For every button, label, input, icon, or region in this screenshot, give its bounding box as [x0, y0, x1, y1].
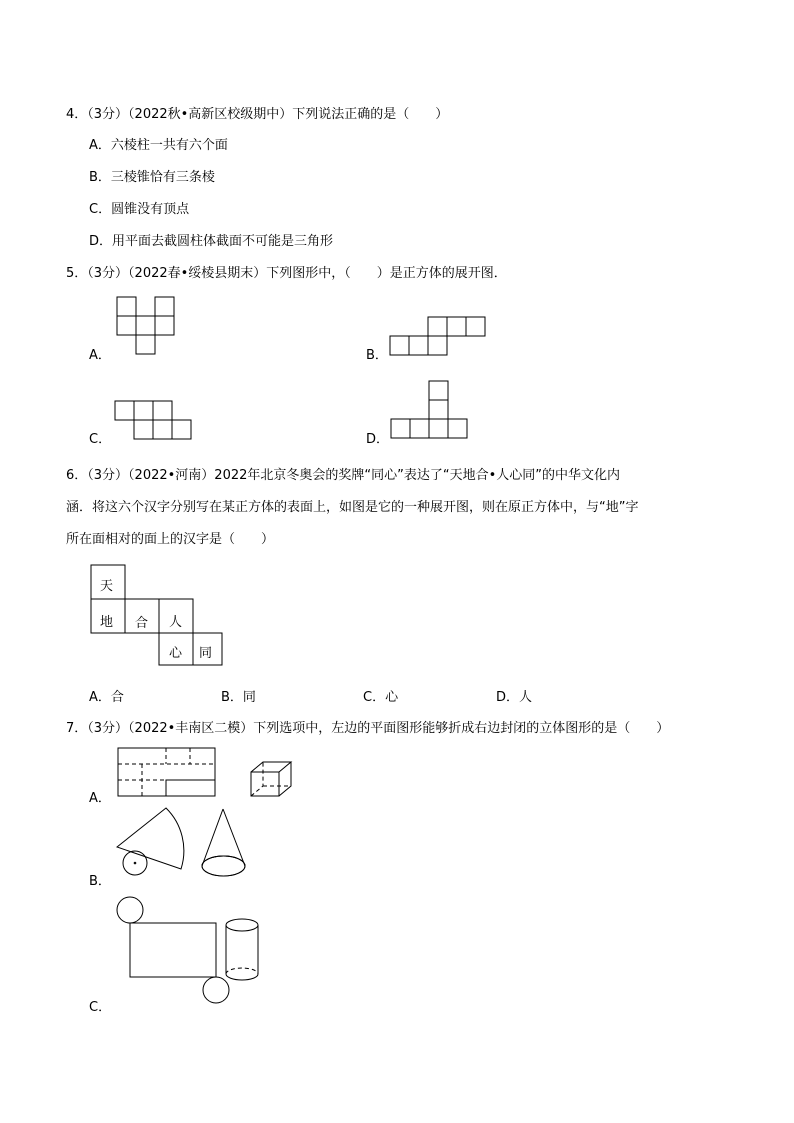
question-4-option-b: B．三棱锥恰有三条棱: [89, 170, 215, 185]
question-6-option-b: B．同: [221, 690, 256, 705]
question-6-option-d: D．人: [496, 690, 533, 705]
question-5-option-b-label: B．: [366, 348, 388, 363]
question-5-option-c-label: C．: [89, 432, 112, 447]
question-7-option-a-label: A．: [89, 791, 111, 806]
question-5-stem: 5．（3分）（2022春•绥棱县期末）下列图形中，（ ）是正方体的展开图．: [66, 266, 507, 281]
question-5-option-a-label: A．: [89, 348, 111, 363]
question-4-option-a: A．六棱柱一共有六个面: [89, 138, 228, 153]
question-7-option-b-label: B．: [89, 874, 111, 889]
net-char-he: 合: [135, 616, 149, 631]
question-5-option-d-label: D．: [366, 432, 390, 447]
question-6-stem-line2: 涵．将这六个汉字分别写在某正方体的表面上，如图是它的一种展开图，则在原正方体中，与“地”字: [66, 500, 639, 515]
question-6-stem-line1: 6．（3分）（2022•河南）2022年北京冬奥会的奖牌“同心”表达了“天地合•人心同”的中华文化内: [66, 468, 620, 483]
net-char-tong: 同: [199, 646, 213, 661]
net-char-tian: 天: [100, 579, 114, 594]
question-4-stem: 4．（3分）（2022秋•高新区校级期中）下列说法正确的是（ ）: [66, 107, 449, 122]
question-6-option-a: A．合: [89, 690, 124, 705]
question-7-option-c-label: C．: [89, 1000, 112, 1015]
question-7-stem: 7．（3分）（2022•丰南区二模）下列选项中，左边的平面图形能够折成右边封闭的立体图形的是（ ）: [66, 721, 670, 736]
question-6-option-c: C．心: [363, 690, 399, 705]
question-4-option-d: D．用平面去截圆柱体截面不可能是三角形: [89, 234, 334, 249]
net-char-di: 地: [100, 615, 114, 630]
net-char-xin: 心: [169, 646, 183, 661]
net-char-ren: 人: [169, 615, 183, 630]
question-4-option-c: C．圆锥没有顶点: [89, 202, 190, 217]
question-6-stem-line3: 所在面相对的面上的汉字是（ ）: [66, 532, 275, 547]
